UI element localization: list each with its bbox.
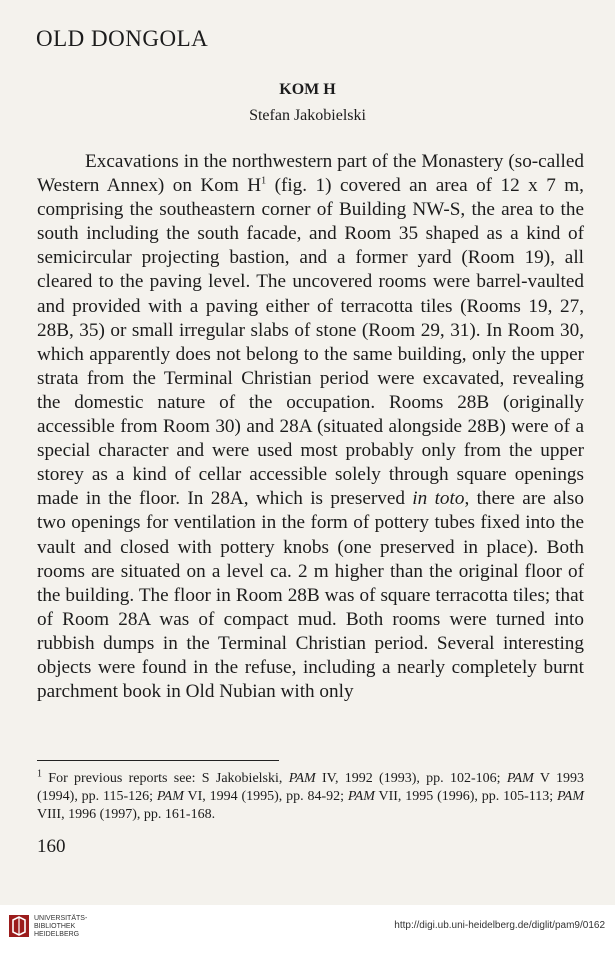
- journal-abbrev: PAM: [557, 789, 584, 804]
- journal-abbrev: PAM: [506, 771, 534, 786]
- source-url-link[interactable]: http://digi.ub.uni-heidelberg.de/diglit/pam9/0162: [394, 920, 605, 931]
- footnote-divider: [37, 760, 279, 761]
- page-number: 160: [37, 836, 66, 857]
- library-name: [34, 915, 87, 939]
- footnote: [37, 770, 584, 824]
- journal-abbrev: PAM: [347, 789, 375, 804]
- body-paragraph: [37, 150, 584, 704]
- footnote-reference: 1: [261, 175, 267, 187]
- journal-abbrev: PAM: [156, 789, 184, 804]
- library-name-line: BIBLIOTHEK: [34, 923, 76, 930]
- footnote-text: VI, 1994 (1995), pp. 84-92;: [183, 789, 348, 804]
- running-header: OLD DONGOLA: [36, 26, 209, 51]
- footnote-text: IV, 1992 (1993), pp. 102-106;: [315, 771, 507, 786]
- footnote-text: For previous reports see: S Jakobielski,: [42, 771, 289, 786]
- paragraph-text-1: Excavations in the northwestern part of the Monastery (so-called Western Annex) on Kom H: [37, 151, 584, 197]
- library-logo-icon: [8, 913, 30, 939]
- footnote-text: V 1993 (1994), pp. 115-126;: [37, 771, 585, 804]
- footnote-number: 1: [37, 768, 42, 780]
- paragraph-text-3: , there are also two openings for ventilation in the form of pottery tubes fixed into the vault and closed with pottery knobs (one preserved in place). Both rooms are situated on a level ca. 2 m higher than the original floor of the building. The floor in Room 28B was of square terracotta tiles; that of Room 28A was of compact mud. Both rooms were turned into rubbish dumps in the Terminal Christian period. Several interesting objects were found in the refuse, including a nearly completely burnt parchment book in Old Nubian with only: [37, 488, 584, 703]
- library-name-line: UNIVERSITÄTS-: [34, 915, 88, 922]
- journal-abbrev: PAM: [288, 771, 316, 786]
- section-title: KOM H: [279, 81, 336, 98]
- author-name: Stefan Jakobielski: [249, 107, 366, 124]
- italic-term: in toto: [412, 488, 465, 510]
- footnote-text: VIII, 1996 (1997), pp. 161-168.: [37, 807, 216, 822]
- paragraph-text-2: (fig. 1) covered an area of 12 x 7 m, comprising the southeastern corner of Building NW-S, the area to the south including the south facade, and Room 35 shaped as a kind of semicircular projecting bastion, and a former yard (Room 19), all cleared to the paving level. The uncovered rooms were barrel-vaulted and provided with a paving either of terracotta tiles (Rooms 19, 27, 28B, 35) or small irregular slabs of stone (Room 29, 31). In Room 30, which apparently does not belong to the same building, only the upper strata from the Terminal Christian period were excavated, revealing the domestic nature of the occupation. Rooms 28B (originally accessible from Room 30) and 28A (situated alongside 28B) were of a special character and were used most probably only from the upper storey as a kind of cellar accessible solely through square openings made in the floor. In 28A, which is preserved: [37, 175, 584, 510]
- footnote-text: VII, 1995 (1996), pp. 105-113;: [374, 789, 558, 804]
- library-name-line: HEIDELBERG: [34, 931, 80, 938]
